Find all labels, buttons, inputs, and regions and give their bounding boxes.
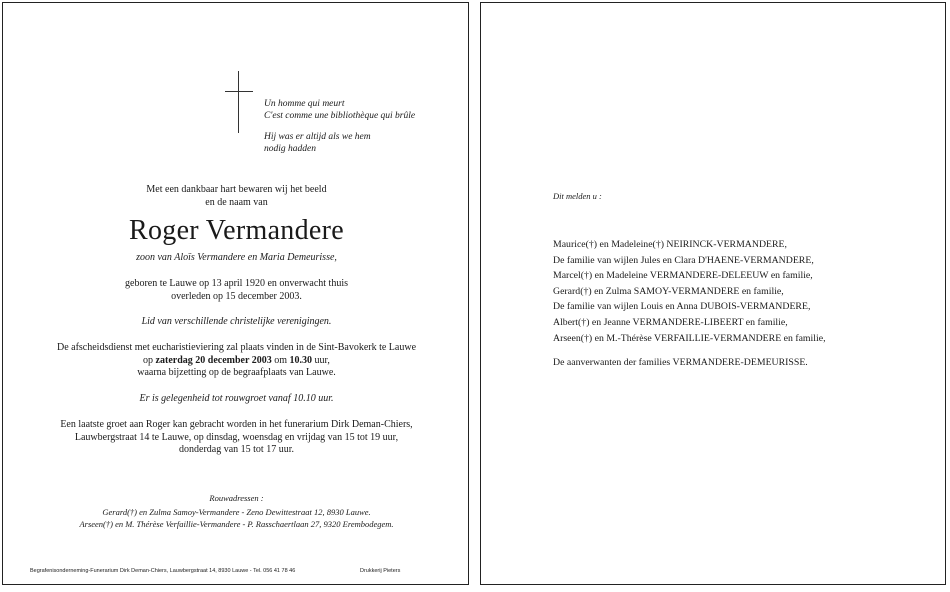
visitation-line: Lauwbergstraat 14 te Lauwe, op dinsdag, woensdag en vrijdag van 15 tot 19 uur, — [74, 431, 399, 443]
visitation-line: donderdag van 15 tot 17 uur. — [179, 444, 294, 455]
motto-french — [264, 98, 415, 122]
membership-text: Lid van verschillende christelijke verenigingen. — [141, 316, 332, 327]
motto-line: Un homme qui meurt — [264, 99, 345, 109]
service-time: 10.30 — [289, 354, 312, 366]
printer-footer-right: Drukkerij Pieters — [360, 568, 401, 574]
address-line: Gerard(†) en Zulma Samoy-Vermandere - Zeno Dewittestraat 12, 8930 Lauwe. — [102, 507, 371, 517]
deceased-name: Roger Vermandere — [129, 215, 344, 246]
visitation-text — [3, 419, 470, 457]
right-page — [480, 2, 946, 585]
motto-line: Hij was er altijd als we hem — [264, 132, 371, 142]
family-line: Marcel(†) en Madeleine VERMANDERE-DELEEUW en familie, — [553, 270, 813, 282]
intro-line: Met een dankbaar hart bewaren wij het beeld — [146, 184, 327, 195]
burial-line: waarna bijzetting op de begraafplaats van Lauwe. — [137, 367, 336, 378]
announcement-heading: Dit melden u : — [553, 191, 602, 201]
family-line: Arseen(†) en M.-Thérèse VERFAILLIE-VERMANDERE en familie, — [553, 332, 826, 344]
family-line: Maurice(†) en Madeleine(†) NEIRINCK-VERMANDERE, — [553, 239, 787, 250]
intro-text — [3, 184, 470, 209]
motto-line: C'est comme une bibliothèque qui brûle — [264, 111, 416, 121]
service-line: De afscheidsdienst met eucharistieviering zal plaats vinden in de Sint-Bavokerk te Lauwe — [56, 342, 417, 353]
family-line: De familie van wijlen Louis en Anna DUBOIS-VERMANDERE, — [553, 301, 811, 313]
service-date: zaterdag 20 december 2003 — [155, 354, 272, 366]
family-line: Gerard(†) en Zulma SAMOY-VERMANDERE en familie, — [553, 285, 784, 297]
relatives-line: De aanverwanten der families VERMANDERE-DEMEURISSE. — [553, 357, 808, 368]
left-page — [2, 2, 469, 585]
addresses-list — [3, 506, 470, 530]
service-date-line — [3, 355, 470, 368]
intro-line: en de naam van — [205, 196, 268, 208]
address-line: Arseen(†) en M. Thérèse Verfaillie-Vermandere - P. Rasschaertlaan 27, 9320 Erembodegem. — [79, 519, 394, 529]
family-line: De familie van wijlen Jules en Clara D'HAENE-VERMANDERE, — [553, 254, 814, 266]
birth-death-text — [3, 278, 470, 303]
cross-icon-bar — [225, 91, 253, 92]
family-list — [553, 237, 826, 346]
printer-footer-left: Begrafenisonderneming-Funerarium Dirk Deman-Chiers, Lauwbergstraat 14, 8930 Lauwe - Tel. 056 41 78 46 — [30, 568, 296, 574]
parents-text: zoon van Aloïs Vermandere en Maria Demeurisse, — [136, 252, 337, 263]
birth-line: geboren te Lauwe op 13 april 1920 en onverwacht thuis — [125, 278, 348, 289]
addresses-heading: Rouwadressen : — [209, 493, 264, 503]
family-line: Albert(†) en Jeanne VERMANDERE-LIBEERT en familie, — [553, 316, 788, 328]
condolence-text: Er is gelegenheid tot rouwgroet vanaf 10.10 uur. — [139, 393, 334, 404]
motto-dutch — [264, 131, 371, 155]
cross-icon — [238, 71, 239, 133]
death-line: overleden op 15 december 2003. — [171, 290, 302, 302]
service-text-part: op — [143, 354, 156, 366]
motto-line: nodig hadden — [264, 144, 316, 154]
service-text — [3, 342, 470, 380]
service-text-part: om — [271, 354, 290, 366]
visitation-line: Een laatste groet aan Roger kan gebracht worden in het funerarium Dirk Deman-Chiers, — [60, 419, 413, 430]
service-text-part: uur, — [312, 354, 330, 366]
